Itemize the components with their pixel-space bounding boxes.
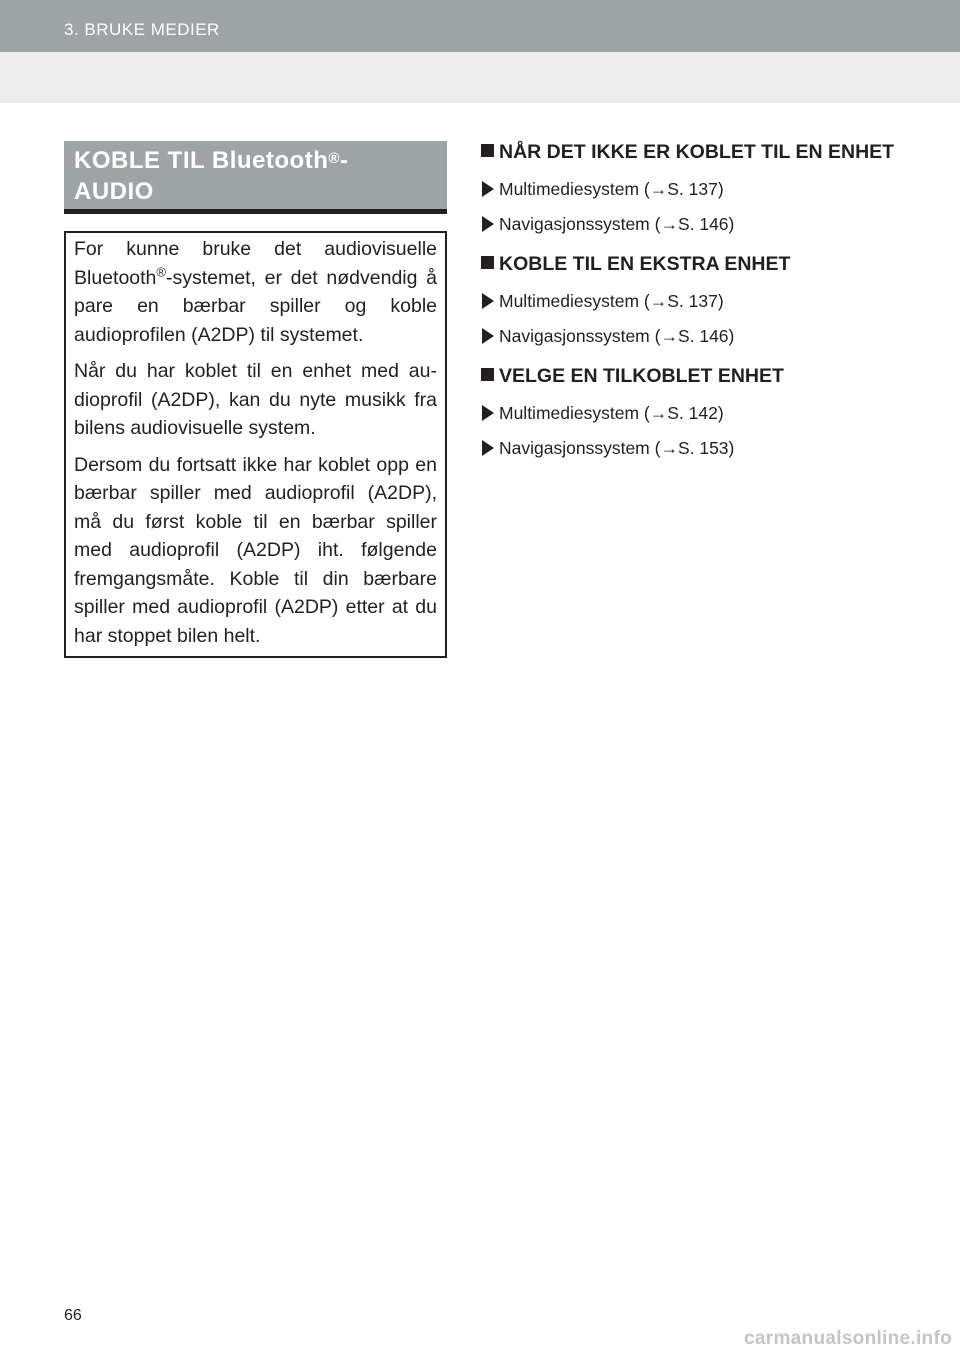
list-item-multimedia[interactable] — [481, 289, 901, 313]
section-title-prefix: KOBLE TIL Bluetooth — [74, 147, 329, 174]
block-heading-text: NÅR DET IKKE ER KOBLET TIL EN ENHET — [499, 141, 895, 163]
intro-paragraph-1 — [74, 233, 437, 349]
triangle-bullet-icon — [482, 216, 494, 232]
block-extra-device — [481, 250, 901, 348]
list-item-multimedia[interactable] — [481, 177, 901, 201]
list-item-text: Multimediesystem (→S. 142) — [499, 403, 724, 423]
intro-paragraph-3: Dersom du fortsatt ikke har koblet opp en bærbar spiller med audioprofil (A2DP), må du først koble til en bærbar spiller med audioprofil (A2DP) iht. følgende fremgangsmåte. Koble til din bærbare spiller med audioprofil (A2DP) etter at du har stoppet bilen helt. — [74, 453, 437, 647]
square-bullet-icon — [481, 144, 494, 157]
intro-p1-text-b: -systemet, er det nødvendig å pare en bærbar spiller og koble audioprofilen (A2DP) til systemet. — [74, 266, 437, 346]
triangle-bullet-icon — [482, 293, 494, 309]
block-heading — [481, 362, 901, 390]
watermark: carmanualsonline.info — [744, 1328, 952, 1349]
heading-rule — [64, 209, 447, 214]
left-column — [64, 141, 447, 658]
block-heading-text: VELGE EN TILKOBLET ENHET — [499, 365, 784, 387]
triangle-bullet-icon — [482, 328, 494, 344]
section-title-line2: AUDIO — [74, 178, 154, 205]
triangle-bullet-icon — [482, 405, 494, 421]
list-item-text: Navigasjonssystem (→S. 153) — [499, 438, 735, 458]
list-item-text: Multimediesystem (→S. 137) — [499, 179, 724, 199]
triangle-bullet-icon — [482, 440, 494, 456]
list-item-text: Navigasjonssystem (→S. 146) — [499, 214, 735, 234]
section-title-suffix: - — [339, 147, 349, 174]
list-item-text: Navigasjonssystem (→S. 146) — [499, 326, 735, 346]
list-item-navigation[interactable] — [481, 324, 901, 348]
block-heading-text: KOBLE TIL EN EKSTRA ENHET — [499, 253, 791, 275]
section-heading — [64, 141, 447, 209]
intro-registered-mark: ® — [156, 264, 166, 279]
page-number: 66 — [64, 1307, 82, 1324]
right-column — [481, 138, 901, 474]
list-item-navigation[interactable] — [481, 212, 901, 236]
header-band — [0, 52, 960, 103]
block-select-device — [481, 362, 901, 460]
square-bullet-icon — [481, 368, 494, 381]
registered-mark: ® — [328, 150, 340, 167]
block-not-connected — [481, 138, 901, 236]
intro-box — [64, 231, 447, 658]
block-heading — [481, 138, 901, 166]
chapter-title: 3. BRUKE MEDIER — [64, 20, 220, 39]
triangle-bullet-icon — [482, 181, 494, 197]
list-item-text: Multimediesystem (→S. 137) — [499, 291, 724, 311]
block-heading — [481, 250, 901, 278]
intro-paragraph-2: Når du har koblet til en enhet med audioprofil (A2DP), kan du nyte musikk fra bilens audiovisuelle system. — [74, 360, 437, 439]
list-item-navigation[interactable] — [481, 436, 901, 460]
intro-p1-text-a: For kunne bruke det audiovisuelle Bluetooth — [74, 238, 437, 289]
list-item-multimedia[interactable] — [481, 401, 901, 425]
header-bar — [0, 0, 960, 52]
square-bullet-icon — [481, 256, 494, 269]
